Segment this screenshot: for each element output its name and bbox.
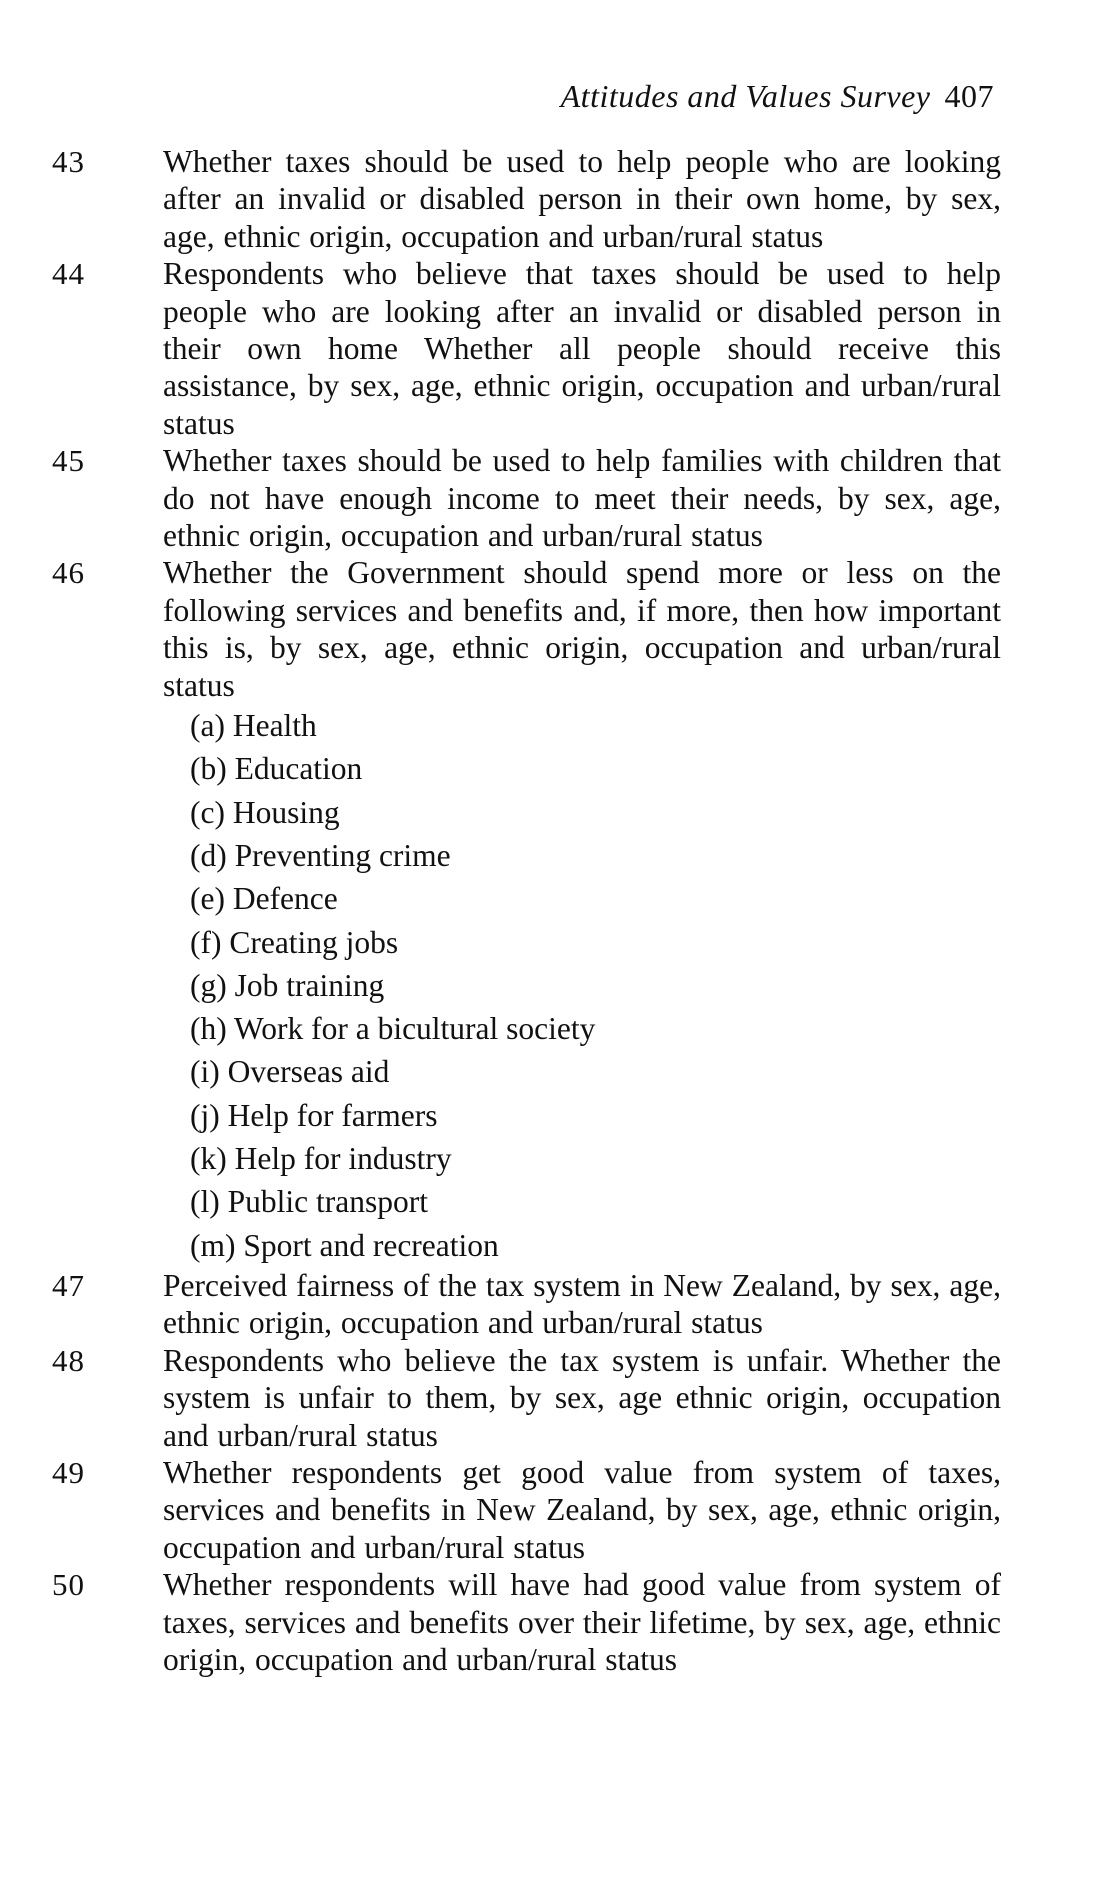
- service-item: (c) Housing: [190, 794, 340, 830]
- service-item: (b) Education: [190, 751, 363, 787]
- entry-text: Whether the Government should spend more or less on the following services and benefits and, if more, then how important this is, by sex, age, ethnic origin, occupation and urban/rural status: [163, 555, 1001, 703]
- entry-number: 43: [52, 144, 85, 179]
- entry-44: [0, 255, 1114, 442]
- entry-47: [0, 1267, 1114, 1342]
- service-item: (h) Work for a bicultural society: [190, 1011, 596, 1047]
- service-item: (e) Defence: [190, 881, 338, 917]
- entry-number: 49: [52, 1454, 85, 1490]
- entry-45: [0, 442, 1114, 554]
- entry-number: 45: [52, 443, 85, 479]
- service-item: (f) Creating jobs: [190, 924, 399, 960]
- entry-number: 44: [52, 256, 85, 292]
- entry-48: [0, 1342, 1114, 1454]
- running-header: [561, 78, 994, 115]
- entry-text: Whether taxes should be used to help people who are looking after an invalid or disabled person in their own home, by sex, age, ethnic origin, occupation and urban/rural status: [163, 144, 1001, 254]
- entry-list: [0, 143, 1114, 1678]
- service-item: (a) Health: [190, 708, 317, 744]
- entry-number: 48: [52, 1342, 85, 1378]
- page-number: 407: [944, 78, 994, 114]
- entry-49: [0, 1454, 1114, 1566]
- entry-text: Perceived fairness of the tax system in New Zealand, by sex, age, ethnic origin, occupation and urban/rural status: [163, 1267, 1001, 1341]
- entry-number: 46: [52, 555, 85, 591]
- entry-number: 50: [52, 1567, 85, 1603]
- entry-text: Respondents who believe that taxes should be used to help people who are looking after an invalid or disabled person in their own home Whether all people should receive this assistance, by sex, age, ethnic origin, occupation and urban/rural status: [163, 256, 1001, 441]
- running-title: Attitudes and Values Survey: [560, 78, 931, 114]
- entry-46: [0, 554, 1114, 1266]
- service-item: (g) Job training: [190, 967, 385, 1003]
- service-item: (i) Overseas aid: [190, 1054, 390, 1090]
- service-item: (k) Help for industry: [190, 1141, 452, 1177]
- entry-text: Whether respondents get good value from system of taxes, services and benefits in New Zealand, by sex, age, ethnic origin, occupation and urban/rural status: [163, 1454, 1001, 1565]
- service-item: (j) Help for farmers: [190, 1097, 438, 1133]
- entry-text: Whether respondents will have had good value from system of taxes, services and benefits over their lifetime, by sex, age, ethnic origin, occupation and urban/rural status: [163, 1567, 1001, 1678]
- service-list: [190, 704, 1114, 1267]
- service-item: (m) Sport and recreation: [190, 1227, 499, 1263]
- entry-43: [0, 143, 1114, 255]
- entry-50: [0, 1566, 1114, 1678]
- entry-text: Respondents who believe the tax system is unfair. Whether the system is unfair to them, by sex, age ethnic origin, occupation and urban/rural status: [163, 1342, 1001, 1453]
- entry-number: 47: [52, 1267, 85, 1303]
- service-item: (d) Preventing crime: [190, 837, 451, 873]
- service-item: (l) Public transport: [190, 1184, 428, 1220]
- entry-text: Whether taxes should be used to help families with children that do not have enough income to meet their needs, by sex, age, ethnic origin, occupation and urban/rural status: [163, 443, 1001, 554]
